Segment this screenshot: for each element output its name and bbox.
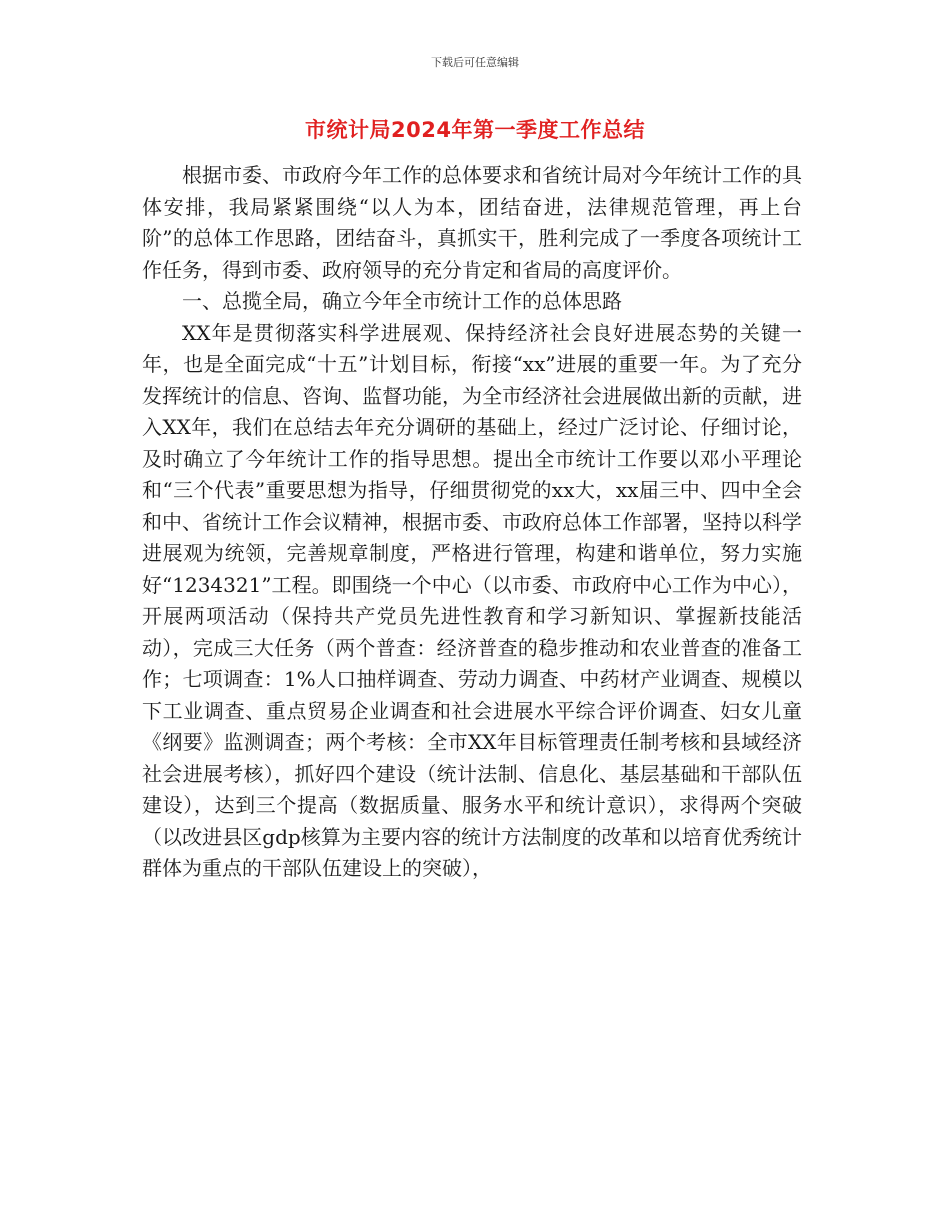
document-title: 市统计局2024年第一季度工作总结 — [305, 118, 645, 142]
body-paragraph: XX年是贯彻落实科学进展观、保持经济社会良好进展态势的关键一年，也是全面完成“十五”计划目标，衔接“xx”进展的重要一年。为了充分发挥统计的信息、咨询、监督功能，为全市经济社会进展做出新的贡献，进入XX年，我们在总结去年充分调研的基础上，经过广泛讨论、仔细讨论，及时确立了今年统计工作的指导思想。提出全市统计工作要以邓小平理论和“三个代表”重要思想为指导，仔细贯彻党的xx大，xx届三中、四中全会和中、省统计工作会议精神，根据市委、市政府总体工作部署，坚持以科学进展观为统领，完善规章制度，严格进行管理，构建和谐单位，努力实施好“1234321”工程。即围绕一个中心（以市委、市政府中心工作为中心），开展两项活动（保持共产党员先进性教育和学习新知识、掌握新技能活动），完成三大任务（两个普查：经济普查的稳步推动和农业普查的准备工作；七项调查：1%人口抽样调查、劳动力调查、中药材产业调查、规模以下工业调查、重点贸易企业调查和社会进展水平综合评价调查、妇女儿童《纲要》监测调查；两个考核：全市XX年目标管理责任制考核和县域经济社会进展考核），抓好四个建设（统计法制、信息化、基层基础和干部队伍建设），达到三个提高（数据质量、服务水平和统计意识），求得两个突破（以改进县区gdp核算为主要内容的统计方法制度的改革和以培育优秀统计群体为重点的干部队伍建设上的突破）， — [142, 320, 802, 880]
page-header-note: 下载后可任意编辑 — [431, 56, 519, 69]
section-heading-1: 一、总揽全局，确立今年全市统计工作的总体思路 — [182, 289, 622, 313]
intro-paragraph: 根据市委、市政府今年工作的总体要求和省统计局对今年统计工作的具体安排，我局紧紧围绕“以人为本，团结奋进，法律规范管理，再上台阶”的总体工作思路，团结奋斗，真抓实干，胜利完成了一季度各项统计工作任务，得到市委、政府领导的充分肯定和省局的高度评价。 — [142, 163, 802, 282]
document-body — [142, 160, 802, 885]
